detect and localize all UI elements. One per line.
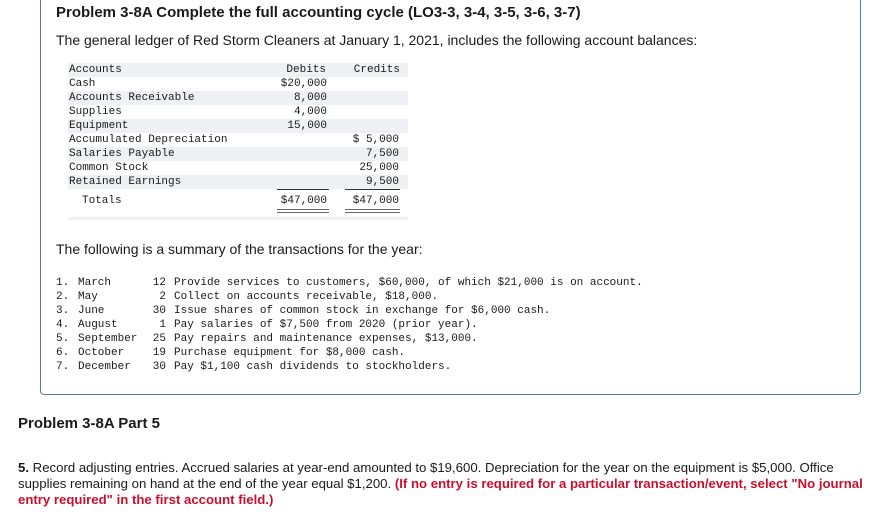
header-debits: Debits bbox=[286, 64, 326, 76]
transaction-number: 4. bbox=[56, 319, 70, 331]
transaction-desc: Pay salaries of $7,500 from 2020 (prior year). bbox=[174, 319, 478, 331]
ledger-row bbox=[68, 147, 408, 161]
totals-debit: $47,000 bbox=[280, 195, 327, 207]
ledger-account: Accumulated Depreciation bbox=[69, 134, 228, 146]
ledger-debit: 4,000 bbox=[293, 106, 327, 118]
transaction-desc: Collect on accounts receivable, $18,000. bbox=[174, 291, 439, 303]
ledger-row bbox=[68, 161, 408, 175]
transaction-item bbox=[56, 360, 452, 374]
ledger-table bbox=[68, 63, 408, 209]
ledger-account: Cash bbox=[69, 78, 96, 90]
transaction-number: 2. bbox=[56, 291, 70, 303]
ledger-bottom-band bbox=[68, 217, 408, 220]
transaction-desc: Purchase equipment for $8,000 cash. bbox=[174, 347, 406, 359]
debit-total-underline bbox=[277, 209, 329, 213]
ledger-account: Retained Earnings bbox=[69, 176, 182, 188]
ledger-account: Accounts Receivable bbox=[69, 92, 195, 104]
summary-label: The following is a summary of the transactions for the year: bbox=[56, 241, 423, 257]
ledger-row bbox=[68, 77, 408, 91]
ledger-row bbox=[68, 175, 408, 189]
transaction-month: December bbox=[78, 361, 131, 373]
transaction-day: 19 bbox=[152, 347, 166, 359]
transaction-desc: Provide services to customers, $60,000, of which $21,000 is on account. bbox=[174, 277, 643, 289]
ledger-debit: 8,000 bbox=[293, 92, 327, 104]
ledger-credit: 9,500 bbox=[365, 176, 399, 188]
transaction-item bbox=[56, 304, 551, 318]
ledger-credit: 25,000 bbox=[359, 162, 399, 174]
debit-sum-line bbox=[277, 189, 329, 190]
transaction-item bbox=[56, 276, 643, 290]
problem-title: Problem 3-8A Complete the full accounting cycle (LO3-3, 3-4, 3-5, 3-6, 3-7) bbox=[56, 4, 581, 21]
transaction-month: October bbox=[78, 347, 125, 359]
transaction-day: 30 bbox=[152, 361, 166, 373]
instruction-text: Record adjusting entries. Accrued salaries at year-end amounted to $19,600. Depreciation for the year on the equipment is $5,000. Office supplies remaining on hand at the end of the year equal $1,200. bbox=[18, 460, 834, 491]
credit-total-underline bbox=[345, 209, 400, 213]
ledger-credit: 7,500 bbox=[365, 148, 399, 160]
transaction-number: 5. bbox=[56, 333, 70, 345]
part-title: Problem 3-8A Part 5 bbox=[18, 415, 160, 432]
transaction-item bbox=[56, 290, 439, 304]
header-accounts: Accounts bbox=[69, 64, 122, 76]
ledger-row bbox=[68, 105, 408, 119]
ledger-account: Equipment bbox=[69, 120, 129, 132]
transaction-day: 30 bbox=[152, 305, 166, 317]
ledger-account: Supplies bbox=[69, 106, 122, 118]
transaction-month: May bbox=[78, 291, 98, 303]
transaction-number: 6. bbox=[56, 347, 70, 359]
ledger-totals-row bbox=[68, 191, 408, 209]
step-number: 5. bbox=[18, 460, 29, 475]
ledger-header bbox=[68, 63, 408, 77]
transaction-number: 7. bbox=[56, 361, 70, 373]
totals-label: Totals bbox=[82, 195, 122, 207]
credit-sum-line bbox=[345, 189, 400, 190]
problem-intro: The general ledger of Red Storm Cleaners at January 1, 2021, includes the following account balances: bbox=[56, 32, 698, 48]
transaction-item bbox=[56, 346, 406, 360]
transaction-item bbox=[56, 332, 478, 346]
transaction-desc: Issue shares of common stock in exchange for $6,000 cash. bbox=[174, 305, 551, 317]
transaction-desc: Pay repairs and maintenance expenses, $13,000. bbox=[174, 333, 478, 345]
transaction-desc: Pay $1,100 cash dividends to stockholders. bbox=[174, 361, 452, 373]
ledger-debit: 15,000 bbox=[287, 120, 327, 132]
ledger-account: Salaries Payable bbox=[69, 148, 175, 160]
transaction-month: June bbox=[78, 305, 105, 317]
transaction-number: 3. bbox=[56, 305, 70, 317]
transactions-list bbox=[56, 276, 643, 374]
ledger-row bbox=[68, 119, 408, 133]
instruction-note: (If no entry is required for a particular transaction/event, select "No journal entry required" in the first account field.) bbox=[18, 476, 863, 507]
ledger-row bbox=[68, 91, 408, 105]
transaction-month: March bbox=[78, 277, 112, 289]
transaction-day: 1 bbox=[159, 319, 166, 331]
ledger-credit: $ 5,000 bbox=[352, 134, 399, 146]
transaction-month: September bbox=[78, 333, 138, 345]
transaction-day: 25 bbox=[152, 333, 166, 345]
transaction-day: 12 bbox=[152, 277, 166, 289]
ledger-account: Common Stock bbox=[69, 162, 149, 174]
ledger-row bbox=[68, 133, 408, 147]
transaction-item bbox=[56, 318, 478, 332]
totals-credit: $47,000 bbox=[352, 195, 399, 207]
header-credits: Credits bbox=[353, 64, 400, 76]
ledger-debit: $20,000 bbox=[280, 78, 327, 90]
transaction-number: 1. bbox=[56, 277, 70, 289]
part-instructions bbox=[18, 460, 868, 508]
transaction-day: 2 bbox=[159, 291, 166, 303]
transaction-month: August bbox=[78, 319, 118, 331]
